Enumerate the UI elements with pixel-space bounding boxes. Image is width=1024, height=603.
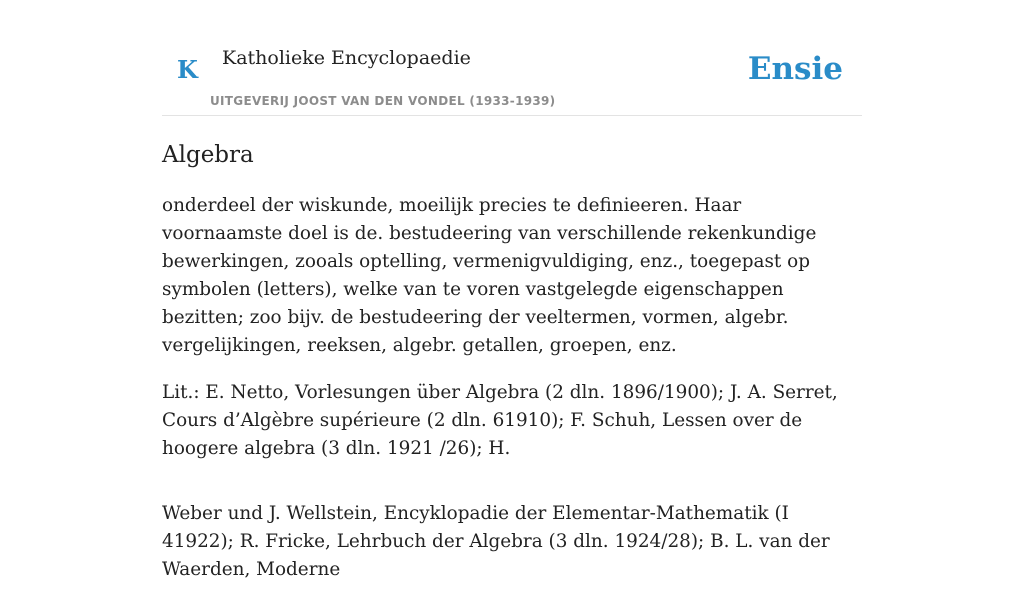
article-body [162, 192, 862, 603]
content-container [162, 0, 862, 580]
article-paragraph-literature-continued: Weber und J. Wellstein, Encyklopadie der Elementar-Mathematik (I 41922); R. Fricke, Lehrbuch der Algebra (3 dln. 1924/28); B. L. van der Waerden, Moderne [162, 503, 830, 580]
article-title: Algebra [162, 142, 254, 168]
site-header [162, 0, 862, 116]
article-paragraph-literature: Lit.: E. Netto, Vorlesungen über Algebra (2 dln. 1896/1900); J. A. Serret, Cours d’Algèbre supérieure (2 dln. 61910); F. Schuh, Lessen over de hoogere algebra (3 dln. 1921 /26); H. [162, 382, 838, 459]
publication-logo-icon[interactable]: K [177, 55, 198, 84]
publisher-subtitle: UITGEVERIJ JOOST VAN DEN VONDEL (1933-1939) [210, 94, 556, 108]
article-paragraph-definition: onderdeel der wiskunde, moeilijk precies te definieeren. Haar voornaamste doel is de. bestudeering van verschillende rekenkundige bewerkingen, zooals optelling, vermenigvuldiging, enz., toegepast op symbolen (letters), welke van te voren vastgelegde eigenschappen bezitten; zoo bijv. de bestudeering der veeltermen, vormen, algebr. vergelijkingen, reeksen, algebr. getallen, groepen, enz. [162, 195, 817, 356]
brand-logo[interactable]: Ensie [747, 51, 843, 87]
publication-title[interactable]: Katholieke Encyclopaedie [222, 47, 471, 69]
